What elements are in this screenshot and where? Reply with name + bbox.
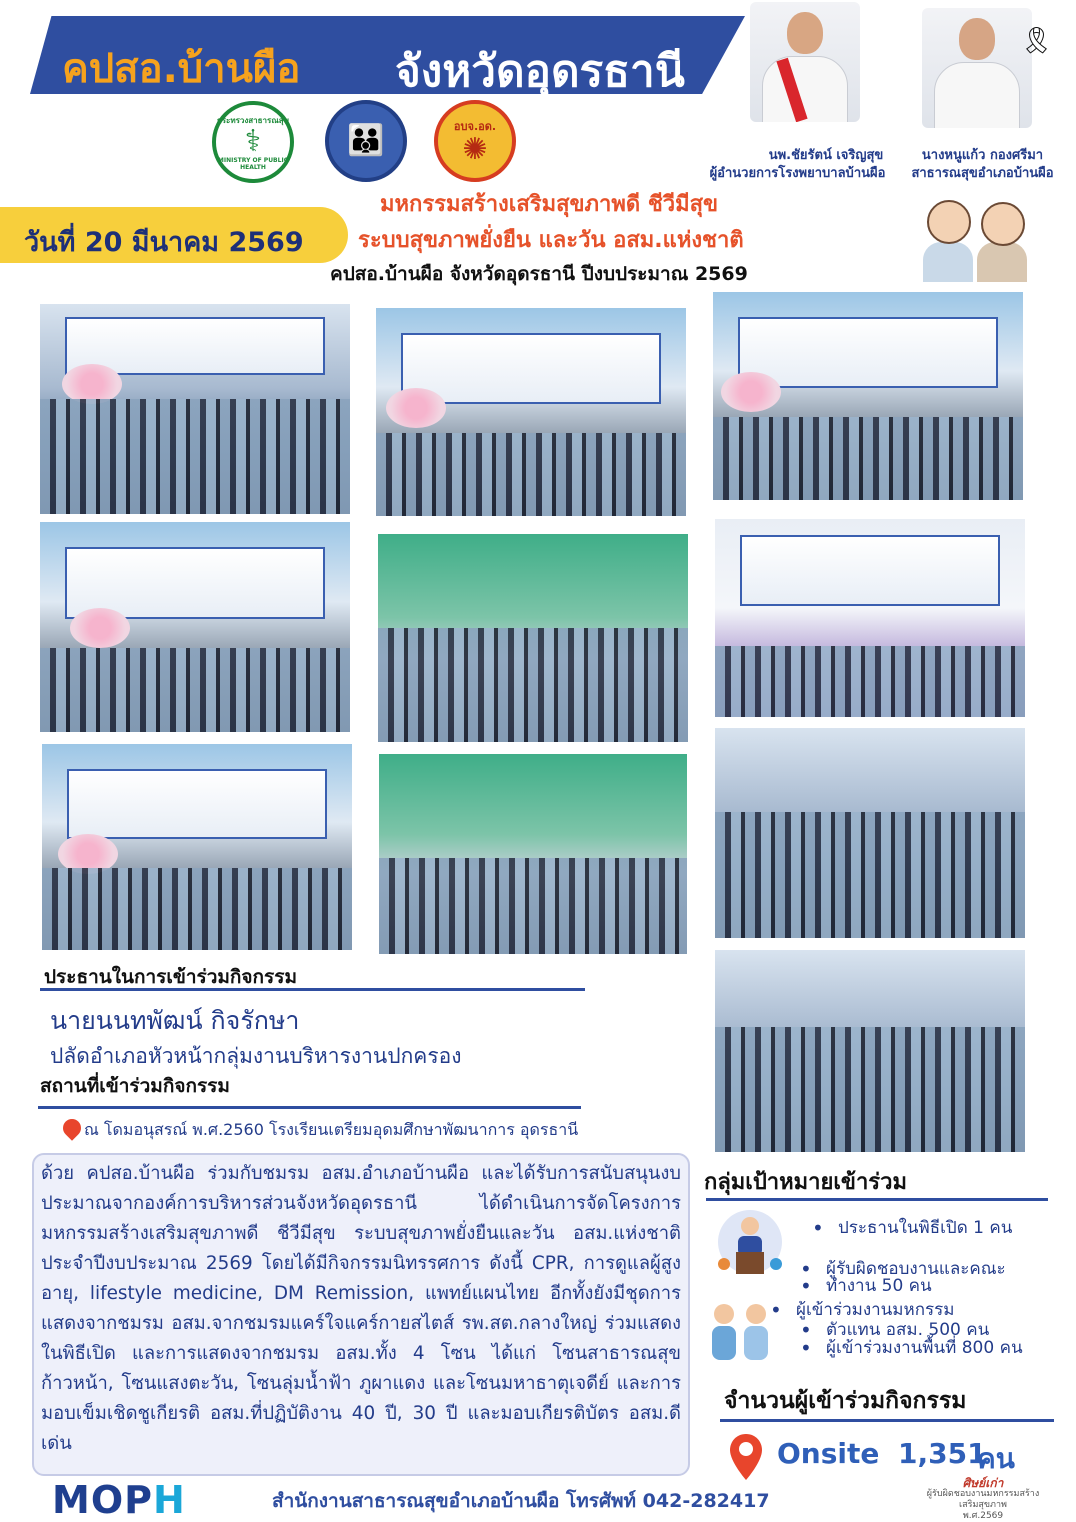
pao-logo xyxy=(434,100,516,182)
target-item-5: • ผู้เข้าร่วมงานพื้นที่ 800 คน xyxy=(826,1339,1023,1357)
official-portrait-1 xyxy=(750,2,860,122)
photo-check-presentation xyxy=(38,520,352,734)
chair-divider xyxy=(40,988,585,991)
photo-dance-performance xyxy=(40,742,354,952)
chair-section-title: ประธานในการเข้าร่วมกิจกรรม xyxy=(44,966,297,988)
moph-brand-main: MOP xyxy=(52,1478,153,1522)
target-item-1: • ประธานในพิธีเปิด 1 คน xyxy=(838,1219,1012,1237)
signature-block xyxy=(918,1476,1048,1521)
event-subtitle: คปสอ.บ้านผือ จังหวัดอุดรธานี ปีงบประมาณ 2569 xyxy=(330,263,748,285)
mascot-illustration xyxy=(915,188,1037,284)
family-icon: 👪 xyxy=(347,123,385,158)
attendance-divider xyxy=(720,1419,1054,1422)
official-2-role: สาธารณสุขอำเภอบ้านผือ xyxy=(911,166,1054,181)
target-item-2b: • ทำงาน 50 คน xyxy=(826,1277,932,1295)
target-item-4: • ตัวแทน อสม. 500 คน xyxy=(826,1321,989,1339)
photo-award-group-1 xyxy=(374,306,688,518)
moph-logo xyxy=(212,101,294,183)
attendance-unit: คน xyxy=(977,1442,1015,1475)
location-pin-icon xyxy=(728,1432,764,1482)
venue-section-title: สถานที่เข้าร่วมกิจกรรม xyxy=(40,1075,230,1097)
event-title-line2: ระบบสุขภาพยั่งยืน และวัน อสม.แห่งชาติ xyxy=(358,228,744,253)
location-pin-icon xyxy=(59,1115,84,1140)
pao-logo-top: อบจ.อด. xyxy=(453,120,497,133)
footer-office: สำนักงานสาธารณสุขอำเภอบ้านผือ โทรศัพท์ 042-282417 xyxy=(272,1490,770,1512)
signature-date: พ.ศ.2569 xyxy=(962,1511,1004,1521)
moph-logo-text: MINISTRY OF PUBLIC HEALTH xyxy=(217,156,289,171)
event-description: ด้วย คปสอ.บ้านผือ ร่วมกับชมรม อสม.อำเภอบ้านผือ และได้รับการสนับสนุนงบประมาณจากองค์การบริหารส่วนจังหวัดอุดรธานี ได้ดำเนินการจัดโครงการ มหกรรมสร้างเสริมสุขภาพดี ชีวีมีสุข ระบบสุขภาพยั่งยืนและวัน อสม.แห่งชาติ ประจำปีงบประมาณ 2569 โดยได้มีกิจกรรมนิทรรศการ ดังนี้ CPR, การดูแลผู้สูงอายุ, lifestyle medicine, DM Remission, แพทย์แผนไทย อีกทั้งยังมีชุดการแสดงจากชมรม อสม.จากชมรมแคร์ใจแคร์กายสไตส์ รพ.สต.กลางใหญ่ ร่วมแสดงในพิธีเปิด และการแสดงจากชมรม อสม.ทั้ง 4 โซน ได้แก่ โซนสาธารณสุขก้าวหน้า, โซนแสงตะวัน, โซนลุ่มน้ำฟ้า ภูผาแดง และโซนมหาธาตุเจดีย์ และการมอบเข็มเชิดชูเกียรติ อสม.ที่ปฏิบัติงาน 40 ปี, 30 ปี และมอบเกียรติบัตร อสม.ดีเด่น xyxy=(32,1153,690,1476)
caduceus-icon: ⚕ xyxy=(244,123,262,159)
attendance-title: จำนวนผู้เข้าร่วมกิจกรรม xyxy=(724,1388,967,1414)
moph-logo-top: กระทรวงสาธารณสุข xyxy=(216,115,290,125)
official-2-name: นางหนูแก้ว กองศรีมา xyxy=(921,148,1044,163)
target-section-title: กลุ่มเป้าหมายเข้าร่วม xyxy=(704,1170,907,1195)
target-item-3: • ผู้เข้าร่วมงานมหกรรม xyxy=(796,1301,954,1319)
venue-divider xyxy=(38,1106,581,1109)
venue-text: ณ โดมอนุสรณ์ พ.ศ.2560 โรงเรียนเตรียมอุดมศึกษาพัฒนาการ อุดรธานี xyxy=(84,1120,579,1139)
attendance-value: 1,351 xyxy=(898,1437,987,1470)
target-item-2: • ผู้รับผิดชอบงานและคณะ xyxy=(826,1260,1006,1278)
province-title: จังหวัดอุดรธานี xyxy=(395,46,685,97)
event-date: วันที่ 20 มีนาคม 2569 xyxy=(24,227,304,258)
photo-exhibition-booth xyxy=(713,517,1027,719)
photo-herbal-products xyxy=(713,948,1027,1154)
org-title: คปสอ.บ้านผือ xyxy=(62,46,301,92)
photo-opening-ceremony xyxy=(38,302,352,516)
signature-name: ศิษย์เก่า xyxy=(962,1476,1004,1490)
emblem-icon: ✺ xyxy=(462,132,488,167)
event-title-line1: มหกรรมสร้างเสริมสุขภาพดี ชีวีมีสุข xyxy=(380,192,719,217)
moph-brand-accent: H xyxy=(152,1478,186,1522)
photo-award-group-2 xyxy=(711,290,1025,502)
target-divider xyxy=(706,1198,1048,1201)
photo-exercise-booth xyxy=(713,726,1027,940)
chair-role: ปลัดอำเภอหัวหน้ากลุ่มงานบริหารงานปกครอง xyxy=(50,1044,462,1068)
signature-caption: ผู้รับผิดชอบงานมหกรรมสร้างเสริมสุขภาพ xyxy=(926,1489,1040,1510)
mourning-ribbon-icon: 🎗 xyxy=(1020,26,1054,56)
photo-group-fans xyxy=(377,752,689,956)
attendance-label: Onsite xyxy=(777,1437,880,1470)
official-1-name: นพ.ชัยรัตน์ เจริญสุข xyxy=(768,148,884,163)
official-1-role: ผู้อำนวยการโรงพยาบาลบ้านผือ xyxy=(709,166,886,181)
photo-cpr-demo xyxy=(376,532,690,744)
volunteer-couple-icon xyxy=(704,1300,776,1372)
official-portrait-2 xyxy=(922,8,1032,128)
chair-name: นายนนทพัฒน์ กิจรักษา xyxy=(50,1006,300,1035)
nhso-logo xyxy=(325,100,407,182)
moph-brand xyxy=(52,1478,186,1522)
speaker-podium-icon xyxy=(710,1208,790,1278)
